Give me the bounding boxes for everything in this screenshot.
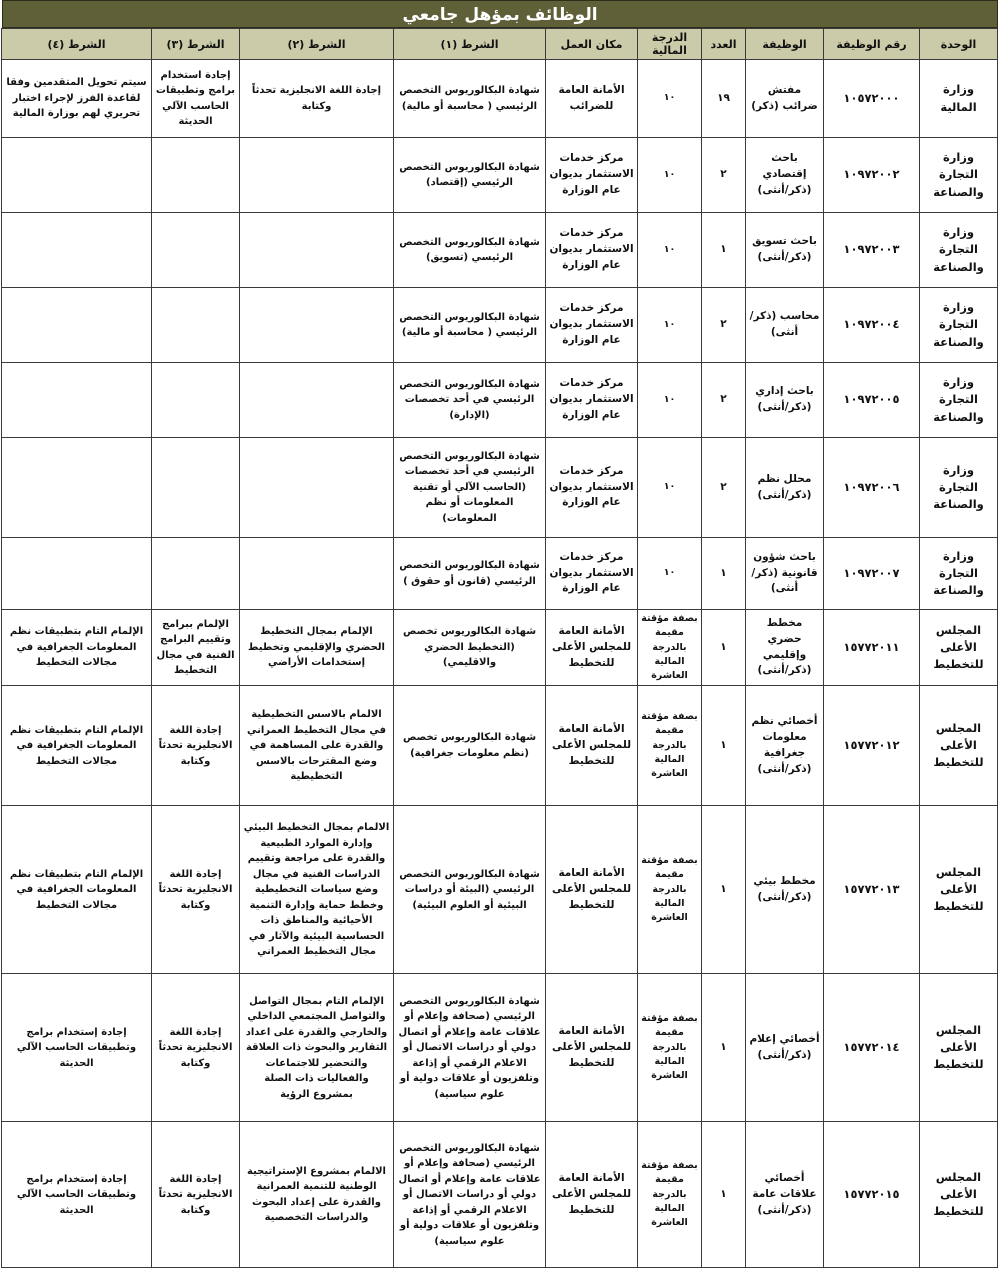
cell-unit: المجلس الأعلى للتخطيط xyxy=(920,806,998,974)
cell-grade: بصفة مؤقتة مقيمة بالدرجة المالية العاشرة xyxy=(638,1122,702,1268)
table-row xyxy=(2,288,998,363)
cell-condition-3: الإلمام ببرامج وتقييم البرامج الفنية في مجال التخطيط xyxy=(152,610,240,686)
cell-condition-4 xyxy=(2,363,152,438)
cell-condition-2 xyxy=(240,138,394,213)
cell-location: مركز خدمات الاستثمار بديوان عام الوزارة xyxy=(546,138,638,213)
cell-unit: وزارة التجارة والصناعة xyxy=(920,538,998,610)
cell-count: ١ xyxy=(702,538,746,610)
cell-condition-2 xyxy=(240,363,394,438)
cell-count: ١ xyxy=(702,974,746,1122)
cell-job-no: ١٥٧٧٢٠١٥ xyxy=(824,1122,920,1268)
cell-grade: ١٠ xyxy=(638,363,702,438)
cell-condition-4: إجادة إستخدام برامج وتطبيقات الحاسب الآلي الحديثة xyxy=(2,974,152,1122)
cell-condition-4: الإلمام التام بتطبيقات نظم المعلومات الجغرافية في مجالات التخطيط xyxy=(2,806,152,974)
cell-condition-4 xyxy=(2,138,152,213)
cell-condition-4: سيتم تحويل المتقدمين وفقا لقاعدة الفرز لإجراء اختبار تحريري لهم بوزارة المالية xyxy=(2,60,152,138)
cell-condition-2: الإلمام التام بمجال التواصل والتواصل المجتمعي الداخلي والخارجي والقدرة على اعداد التقارير والبحوث ذات العلاقة والتحضير للاجتماعات والفعاليات ذات الصلة بمشروع الرؤية xyxy=(240,974,394,1122)
cell-condition-3 xyxy=(152,363,240,438)
cell-job-no: ١٠٩٧٢٠٠٧ xyxy=(824,538,920,610)
cell-condition-1: شهادة البكالوريوس التخصص الرئيسي ( محاسبة أو مالية) xyxy=(394,288,546,363)
cell-location: الأمانة العامة للمجلس الأعلى للتخطيط xyxy=(546,806,638,974)
cell-job-no: ١٠٩٧٢٠٠٥ xyxy=(824,363,920,438)
cell-condition-1: شهادة البكالوريوس التخصص الرئيسي (صحافة وإعلام أو علاقات عامة وإعلام أو اتصال دولي أو دراسات الاتصال أو الاعلام الرقمي أو إذاعة وتلفزيون أو علاقات دولية أو علوم سياسية) xyxy=(394,1122,546,1268)
cell-unit: وزارة التجارة والصناعة xyxy=(920,438,998,538)
cell-grade: ١٠ xyxy=(638,213,702,288)
cell-condition-1: شهادة البكالوريوس التخصص الرئيسي (صحافة وإعلام أو علاقات عامة وإعلام أو اتصال دولي أو دراسات الاتصال أو الاعلام الرقمي أو إذاعة وتلفزيون أو علاقات دولية أو علوم سياسية) xyxy=(394,974,546,1122)
table-row xyxy=(2,138,998,213)
header-location: مكان العمل xyxy=(546,29,638,60)
cell-location: الأمانة العامة للمجلس الأعلى للتخطيط xyxy=(546,974,638,1122)
table-row xyxy=(2,1122,998,1268)
cell-condition-4 xyxy=(2,213,152,288)
cell-condition-1: شهادة البكالوريوس التخصص الرئيسي (البيئة أو دراسات البيئية أو العلوم البيئية) xyxy=(394,806,546,974)
cell-count: ١ xyxy=(702,686,746,806)
cell-location: مركز خدمات الاستثمار بديوان عام الوزارة xyxy=(546,438,638,538)
cell-location: الأمانة العامة للمجلس الأعلى للتخطيط xyxy=(546,610,638,686)
cell-condition-3: إجادة اللغة الانجليزية تحدثاً وكتابة xyxy=(152,974,240,1122)
cell-condition-1: شهادة البكالوريوس تخصص (التخطيط الحضري والاقليمي) xyxy=(394,610,546,686)
cell-job-no: ١٠٩٧٢٠٠٢ xyxy=(824,138,920,213)
header-unit: الوحدة xyxy=(920,29,998,60)
cell-job: محلل نظم (ذكر/أنثى) xyxy=(746,438,824,538)
cell-job-no: ١٥٧٧٢٠١١ xyxy=(824,610,920,686)
cell-condition-2 xyxy=(240,538,394,610)
table-row xyxy=(2,363,998,438)
cell-unit: المجلس الأعلى للتخطيط xyxy=(920,686,998,806)
header-job: الوظيفة xyxy=(746,29,824,60)
cell-condition-4: الإلمام التام بتطبيقات نظم المعلومات الجغرافية في مجالات التخطيط xyxy=(2,686,152,806)
header-condition-2: الشرط (٢) xyxy=(240,29,394,60)
cell-job: مفتش ضرائب (ذكر) xyxy=(746,60,824,138)
cell-location: الأمانة العامة للمجلس الأعلى للتخطيط xyxy=(546,1122,638,1268)
cell-condition-3 xyxy=(152,438,240,538)
cell-condition-1: شهادة البكالوريوس التخصص الرئيسي (إقتصاد) xyxy=(394,138,546,213)
cell-grade: ١٠ xyxy=(638,438,702,538)
cell-condition-3: إجادة اللغة الانجليزية تحدثاً وكتابة xyxy=(152,686,240,806)
cell-location: مركز خدمات الاستثمار بديوان عام الوزارة xyxy=(546,363,638,438)
cell-job: باحث تسويق (ذكر/أنثى) xyxy=(746,213,824,288)
cell-condition-2 xyxy=(240,213,394,288)
cell-unit: وزارة التجارة والصناعة xyxy=(920,363,998,438)
table-row xyxy=(2,438,998,538)
table-row xyxy=(2,213,998,288)
cell-location: الأمانة العامة للضرائب xyxy=(546,60,638,138)
cell-condition-4: إجادة إستخدام برامج وتطبيقات الحاسب الآلي الحديثة xyxy=(2,1122,152,1268)
table-row xyxy=(2,538,998,610)
cell-count: ١ xyxy=(702,806,746,974)
cell-condition-1: شهادة البكالوريوس التخصص الرئيسي في أحد تخصصات (الإدارة) xyxy=(394,363,546,438)
cell-location: مركز خدمات الاستثمار بديوان عام الوزارة xyxy=(546,288,638,363)
table-row xyxy=(2,974,998,1122)
cell-job-no: ١٥٧٧٢٠١٣ xyxy=(824,806,920,974)
cell-condition-4 xyxy=(2,438,152,538)
cell-condition-3 xyxy=(152,138,240,213)
cell-job-no: ١٠٥٧٢٠٠٠ xyxy=(824,60,920,138)
cell-grade: بصفة مؤقتة مقيمة بالدرجة المالية العاشرة xyxy=(638,974,702,1122)
header-job-no: رقم الوظيفة xyxy=(824,29,920,60)
cell-count: ١ xyxy=(702,1122,746,1268)
cell-grade: بصفة مؤقتة مقيمة بالدرجة المالية العاشرة xyxy=(638,610,702,686)
table-row xyxy=(2,60,998,138)
cell-job-no: ١٠٩٧٢٠٠٦ xyxy=(824,438,920,538)
cell-grade: بصفة مؤقتة مقيمة بالدرجة المالية العاشرة xyxy=(638,806,702,974)
table-row xyxy=(2,806,998,974)
cell-condition-3: إجادة اللغة الانجليزية تحدثاً وكتابة xyxy=(152,1122,240,1268)
header-condition-1: الشرط (١) xyxy=(394,29,546,60)
cell-job: باحث شؤون قانونية (ذكر/أنثى) xyxy=(746,538,824,610)
cell-job: أخصائي علاقات عامة (ذكر/أنثى) xyxy=(746,1122,824,1268)
jobs-table xyxy=(1,28,998,1268)
cell-job: مخطط بيئي (ذكر/أنثى) xyxy=(746,806,824,974)
cell-count: ١ xyxy=(702,610,746,686)
cell-job-no: ١٥٧٧٢٠١٤ xyxy=(824,974,920,1122)
cell-count: ١ xyxy=(702,213,746,288)
cell-condition-4: الإلمام التام بتطبيقات نظم المعلومات الجغرافية في مجالات التخطيط xyxy=(2,610,152,686)
cell-unit: المجلس الأعلى للتخطيط xyxy=(920,1122,998,1268)
cell-count: ٢ xyxy=(702,138,746,213)
cell-condition-1: شهادة البكالوريوس التخصص الرئيسي في أحد تخصصات (الحاسب الآلي أو تقنية المعلومات أو نظم المعلومات) xyxy=(394,438,546,538)
cell-count: ٢ xyxy=(702,438,746,538)
cell-condition-2: إجادة اللغة الانجليزية تحدثاً وكتابة xyxy=(240,60,394,138)
cell-condition-2 xyxy=(240,288,394,363)
cell-location: الأمانة العامة للمجلس الأعلى للتخطيط xyxy=(546,686,638,806)
cell-location: مركز خدمات الاستثمار بديوان عام الوزارة xyxy=(546,213,638,288)
table-row xyxy=(2,610,998,686)
cell-unit: المجلس الأعلى للتخطيط xyxy=(920,974,998,1122)
cell-job: أخصائي إعلام (ذكر/أنثى) xyxy=(746,974,824,1122)
cell-grade: بصفة مؤقتة مقيمة بالدرجة المالية العاشرة xyxy=(638,686,702,806)
cell-condition-3: إجادة اللغة الانجليزية تحدثاً وكتابة xyxy=(152,806,240,974)
header-condition-3: الشرط (٣) xyxy=(152,29,240,60)
cell-grade: ١٠ xyxy=(638,60,702,138)
cell-condition-3 xyxy=(152,213,240,288)
cell-unit: وزارة التجارة والصناعة xyxy=(920,138,998,213)
cell-condition-1: شهادة البكالوريوس التخصص الرئيسي ( محاسبة أو مالية) xyxy=(394,60,546,138)
cell-count: ١٩ xyxy=(702,60,746,138)
cell-grade: ١٠ xyxy=(638,138,702,213)
table-row xyxy=(2,686,998,806)
cell-unit: وزارة التجارة والصناعة xyxy=(920,213,998,288)
cell-condition-3 xyxy=(152,288,240,363)
cell-job: مخطط حضري وإقليمي (ذكر/أنثى) xyxy=(746,610,824,686)
cell-condition-2 xyxy=(240,438,394,538)
cell-condition-1: شهادة البكالوريوس تخصص (نظم معلومات جغرافية) xyxy=(394,686,546,806)
cell-job-no: ١٠٩٧٢٠٠٣ xyxy=(824,213,920,288)
cell-unit: وزارة المالية xyxy=(920,60,998,138)
cell-condition-2: الالمام بالاسس التخطيطية في مجال التخطيط العمراني والقدرة على المساهمة في وضع المقترحات بالاسس التخطيطية xyxy=(240,686,394,806)
cell-job: باحث إداري (ذكر/أنثى) xyxy=(746,363,824,438)
cell-condition-4 xyxy=(2,538,152,610)
cell-count: ٢ xyxy=(702,363,746,438)
cell-job-no: ١٥٧٧٢٠١٢ xyxy=(824,686,920,806)
cell-condition-2: الإلمام بمجال التخطيط الحضري والإقليمي وتخطيط إستخدامات الأراضي xyxy=(240,610,394,686)
cell-condition-1: شهادة البكالوريوس التخصص الرئيسي (تسويق) xyxy=(394,213,546,288)
cell-condition-4 xyxy=(2,288,152,363)
cell-condition-3: إجادة استخدام برامج وتطبيقات الحاسب الآلي الحديثة xyxy=(152,60,240,138)
page-title: الوظائف بمؤهل جامعي xyxy=(2,0,998,28)
cell-condition-3 xyxy=(152,538,240,610)
cell-grade: ١٠ xyxy=(638,538,702,610)
cell-grade: ١٠ xyxy=(638,288,702,363)
cell-job: باحث إقتصادي (ذكر/أنثى) xyxy=(746,138,824,213)
cell-job: أخصائي نظم معلومات جغرافية (ذكر/أنثى) xyxy=(746,686,824,806)
cell-location: مركز خدمات الاستثمار بديوان عام الوزارة xyxy=(546,538,638,610)
cell-condition-2: الالمام بمجال التخطيط البيئي وإدارة الموارد الطبيعية والقدرة على مراجعة وتقييم الدراسات الفنية في مجال وضع سياسات التخطيطية وخطط حماية وإدارة التنمية الأحيائية والمناطق ذات الحساسية البيئية والآثار في مجال التخطيط العمراني xyxy=(240,806,394,974)
cell-unit: المجلس الأعلى للتخطيط xyxy=(920,610,998,686)
cell-job-no: ١٠٩٧٢٠٠٤ xyxy=(824,288,920,363)
header-count: العدد xyxy=(702,29,746,60)
header-condition-4: الشرط (٤) xyxy=(2,29,152,60)
cell-condition-2: الالمام بمشروع الإستراتيجية الوطنية للتنمية العمرانية والقدرة على إعداد البحوث والدراسات التخصصية xyxy=(240,1122,394,1268)
cell-unit: وزارة التجارة والصناعة xyxy=(920,288,998,363)
cell-count: ٢ xyxy=(702,288,746,363)
cell-condition-1: شهادة البكالوريوس التخصص الرئيسي (قانون أو حقوق ) xyxy=(394,538,546,610)
header-grade: الدرجة المالية xyxy=(638,29,702,60)
cell-job: محاسب (ذكر/أنثى) xyxy=(746,288,824,363)
header-row xyxy=(2,29,998,60)
